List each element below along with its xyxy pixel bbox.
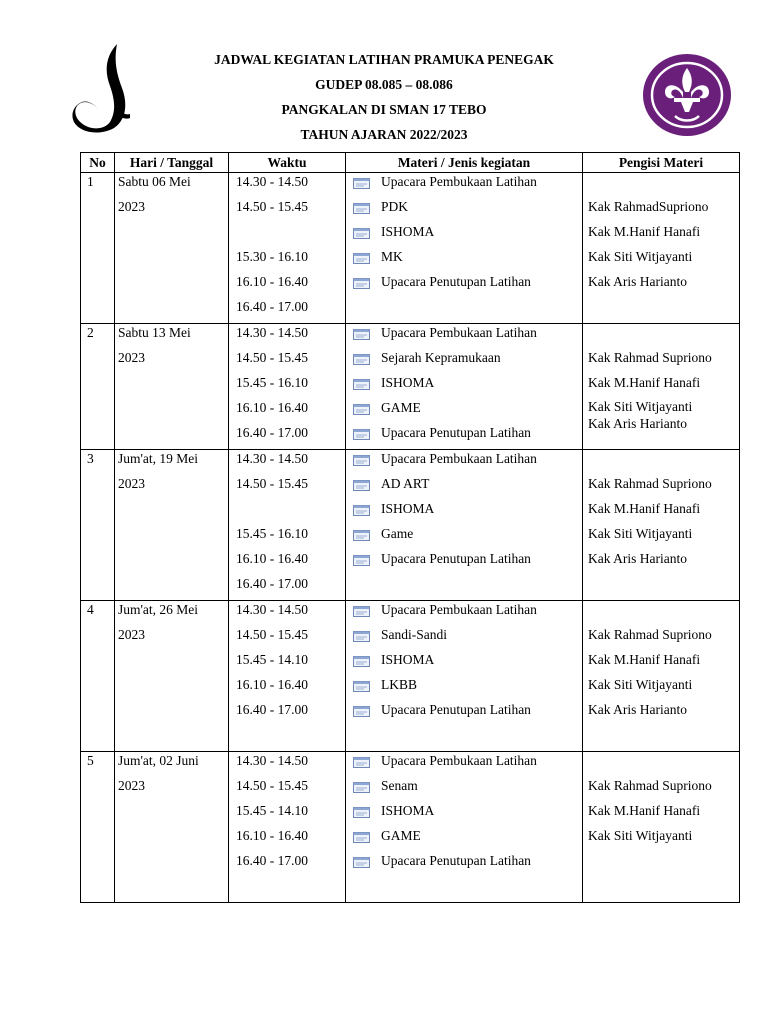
row-number: 4	[87, 602, 94, 617]
activity-item	[346, 248, 582, 273]
cell-time	[229, 752, 346, 903]
document-icon	[353, 354, 370, 365]
document-icon	[353, 530, 370, 541]
document-icon	[353, 329, 370, 340]
cell-no	[81, 601, 115, 752]
activity-label: ISHOMA	[381, 501, 435, 516]
time-slot: 16.10 - 16.40	[236, 400, 308, 415]
cell-no	[81, 173, 115, 324]
activity-label: GAME	[381, 828, 421, 843]
table-row	[81, 601, 740, 752]
time-slot: 14.50 - 15.45	[236, 476, 308, 491]
cell-activity	[346, 752, 583, 903]
pengisi-name	[583, 601, 739, 626]
day-text: 2023	[118, 627, 145, 642]
activity-label: Game	[381, 526, 414, 541]
activity-label: Sandi-Sandi	[381, 627, 447, 642]
activity-label: Upacara Pembukaan Latihan	[381, 174, 537, 189]
cell-activity	[346, 324, 583, 450]
document-icon	[353, 656, 370, 667]
day-text: Jum'at, 26 Mei	[118, 602, 199, 617]
activity-item	[346, 626, 582, 651]
document-icon	[353, 681, 370, 692]
time-slot: 14.30 - 14.50	[236, 602, 308, 617]
activity-item	[346, 223, 582, 248]
activity-item	[346, 450, 582, 475]
time-slot: 14.30 - 14.50	[236, 325, 308, 340]
time-slot: 16.40 - 17.00	[236, 425, 308, 440]
activity-label: Upacara Pembukaan Latihan	[381, 753, 537, 768]
time-slot: 16.10 - 16.40	[236, 274, 308, 289]
time-slot: 16.10 - 16.40	[236, 677, 308, 692]
activity-label: GAME	[381, 400, 421, 415]
activity-label: PDK	[381, 199, 409, 214]
cell-no	[81, 752, 115, 903]
cell-pengisi	[583, 601, 740, 752]
document-icon	[353, 455, 370, 466]
cell-day	[115, 324, 229, 450]
title-line-3: PANGKALAN DI SMAN 17 TEBO	[281, 102, 487, 117]
activity-item	[346, 852, 582, 877]
time-slot: 15.30 - 16.10	[236, 249, 308, 264]
activity-label: Upacara Penutupan Latihan	[381, 425, 531, 440]
document-icon	[353, 404, 370, 415]
activity-label: Upacara Pembukaan Latihan	[381, 602, 537, 617]
table-row	[81, 324, 740, 450]
time-slot: 16.40 - 17.00	[236, 702, 308, 717]
pengisi-name	[583, 324, 739, 349]
document-icon	[353, 379, 370, 390]
cell-no	[81, 450, 115, 601]
activity-item	[346, 802, 582, 827]
pengisi-name: Kak Rahmad Supriono	[588, 476, 712, 491]
document-icon	[353, 555, 370, 566]
activity-label: ISHOMA	[381, 375, 435, 390]
row-number: 3	[87, 451, 94, 466]
document-icon	[353, 606, 370, 617]
document-icon	[353, 178, 370, 189]
pengisi-name: Kak M.Hanif Hanafi	[588, 224, 701, 239]
cell-time	[229, 324, 346, 450]
time-slot: 16.40 - 17.00	[236, 299, 308, 314]
day-text: 2023	[118, 778, 145, 793]
cell-activity	[346, 173, 583, 324]
cell-pengisi	[583, 173, 740, 324]
activity-label: Senam	[381, 778, 418, 793]
table-row	[81, 450, 740, 601]
activity-item	[346, 273, 582, 298]
pengisi-name	[583, 450, 739, 475]
activity-item	[346, 399, 582, 424]
document-icon	[353, 832, 370, 843]
row-number: 2	[87, 325, 94, 340]
time-slot: 14.50 - 15.45	[236, 778, 308, 793]
document-icon	[353, 807, 370, 818]
activity-item	[346, 550, 582, 575]
time-slot: 15.45 - 16.10	[236, 526, 308, 541]
pengisi-name: Kak Rahmad Supriono	[588, 350, 712, 365]
pengisi-name	[583, 173, 739, 198]
cell-time	[229, 601, 346, 752]
activity-label: MK	[381, 249, 403, 264]
document-icon	[353, 203, 370, 214]
cell-pengisi	[583, 324, 740, 450]
activity-item	[346, 349, 582, 374]
activity-item	[346, 676, 582, 701]
activity-label: LKBB	[381, 677, 418, 692]
world-scout-emblem-icon	[641, 52, 733, 138]
pengisi-name	[583, 752, 739, 777]
pengisi-name: Kak Siti Witjayanti	[588, 249, 693, 264]
cell-pengisi	[583, 752, 740, 903]
day-text: Jum'at, 19 Mei	[118, 451, 199, 466]
activity-item	[346, 173, 582, 198]
time-slot: 14.50 - 15.45	[236, 199, 308, 214]
pengisi-name: Kak RahmadSupriono	[588, 199, 709, 214]
time-slot: 16.10 - 16.40	[236, 828, 308, 843]
day-text: Sabtu 13 Mei	[118, 325, 191, 340]
pengisi-name: Kak Aris Harianto	[588, 551, 687, 566]
document-icon	[353, 228, 370, 239]
day-text: 2023	[118, 476, 145, 491]
cell-activity	[346, 450, 583, 601]
col-header-time: Waktu	[229, 153, 346, 173]
col-header-activity: Materi / Jenis kegiatan	[346, 153, 583, 173]
activity-item	[346, 500, 582, 525]
pengisi-name: Kak Rahmad Supriono	[588, 778, 712, 793]
activity-label: AD ART	[381, 476, 430, 491]
time-slot: 15.45 - 14.10	[236, 652, 308, 667]
time-slot	[229, 223, 345, 248]
time-slot: 16.10 - 16.40	[236, 551, 308, 566]
pengisi-name: Kak M.Hanif Hanafi	[588, 501, 701, 516]
activity-item	[346, 324, 582, 349]
pengisi-name: Kak Siti Witjayanti	[588, 399, 693, 414]
document-icon	[353, 631, 370, 642]
activity-label: Upacara Pembukaan Latihan	[381, 325, 537, 340]
activity-label: Upacara Penutupan Latihan	[381, 702, 531, 717]
document-icon	[353, 429, 370, 440]
activity-item	[346, 374, 582, 399]
time-slot: 14.50 - 15.45	[236, 350, 308, 365]
col-header-no: No	[81, 153, 115, 173]
col-header-pengisi: Pengisi Materi	[583, 153, 740, 173]
table-row	[81, 173, 740, 324]
activity-item	[346, 475, 582, 500]
schedule-table	[80, 152, 740, 903]
row-number: 5	[87, 753, 94, 768]
document-icon	[353, 782, 370, 793]
cell-day	[115, 752, 229, 903]
day-text: Jum'at, 02 Juni	[118, 753, 199, 768]
time-slot: 14.30 - 14.50	[236, 174, 308, 189]
document-icon	[353, 857, 370, 868]
activity-label: ISHOMA	[381, 652, 435, 667]
pengisi-name: Kak Aris Harianto	[588, 702, 687, 717]
activity-label: ISHOMA	[381, 803, 435, 818]
activity-item	[346, 752, 582, 777]
pengisi-name: Kak Rahmad Supriono	[588, 627, 712, 642]
document-icon	[353, 505, 370, 516]
time-slot: 15.45 - 16.10	[236, 375, 308, 390]
document-icon	[353, 757, 370, 768]
pengisi-name: Kak Aris Harianto	[588, 416, 687, 431]
time-slot: 14.50 - 15.45	[236, 627, 308, 642]
time-slot: 15.45 - 14.10	[236, 803, 308, 818]
title-line-1: JADWAL KEGIATAN LATIHAN PRAMUKA PENEGAK	[214, 52, 554, 67]
activity-item	[346, 777, 582, 802]
table-row	[81, 752, 740, 903]
document-icon	[353, 480, 370, 491]
title-line-4: TAHUN AJARAN 2022/2023	[300, 127, 468, 142]
activity-item	[346, 827, 582, 852]
pengisi-name: Kak Siti Witjayanti	[588, 526, 693, 541]
document-icon	[353, 253, 370, 264]
time-slot: 14.30 - 14.50	[236, 753, 308, 768]
cell-time	[229, 173, 346, 324]
cell-day	[115, 450, 229, 601]
time-slot	[229, 500, 345, 525]
activity-item	[346, 601, 582, 626]
day-text: 2023	[118, 350, 145, 365]
day-text: 2023	[118, 199, 145, 214]
cell-day	[115, 601, 229, 752]
activity-item	[346, 198, 582, 223]
time-slot: 14.30 - 14.50	[236, 451, 308, 466]
pengisi-name: Kak M.Hanif Hanafi	[588, 803, 701, 818]
col-header-day: Hari / Tanggal	[115, 153, 229, 173]
activity-label: Upacara Penutupan Latihan	[381, 551, 531, 566]
row-number: 1	[87, 174, 94, 189]
activity-item	[346, 701, 582, 726]
time-slot: 16.40 - 17.00	[236, 853, 308, 868]
cell-activity	[346, 601, 583, 752]
activity-label: Upacara Penutupan Latihan	[381, 274, 531, 289]
document-header	[0, 0, 768, 152]
table-header-row	[81, 153, 740, 173]
activity-item	[346, 525, 582, 550]
cell-no	[81, 324, 115, 450]
title-line-2: GUDEP 08.085 – 08.086	[315, 77, 453, 92]
activity-label: ISHOMA	[381, 224, 435, 239]
activity-item	[346, 651, 582, 676]
time-slot: 16.40 - 17.00	[236, 576, 308, 591]
activity-item	[346, 424, 582, 449]
pengisi-name: Kak Siti Witjayanti	[588, 677, 693, 692]
cell-day	[115, 173, 229, 324]
document-icon	[353, 278, 370, 289]
pengisi-name: Kak M.Hanif Hanafi	[588, 652, 701, 667]
activity-label: Sejarah Kepramukaan	[381, 350, 501, 365]
document-icon	[353, 706, 370, 717]
day-text: Sabtu 06 Mei	[118, 174, 191, 189]
pengisi-name: Kak Siti Witjayanti	[588, 828, 693, 843]
activity-label: Upacara Penutupan Latihan	[381, 853, 531, 868]
cell-time	[229, 450, 346, 601]
cell-pengisi	[583, 450, 740, 601]
pengisi-name: Kak M.Hanif Hanafi	[588, 375, 701, 390]
pengisi-name: Kak Aris Harianto	[588, 274, 687, 289]
activity-label: Upacara Pembukaan Latihan	[381, 451, 537, 466]
